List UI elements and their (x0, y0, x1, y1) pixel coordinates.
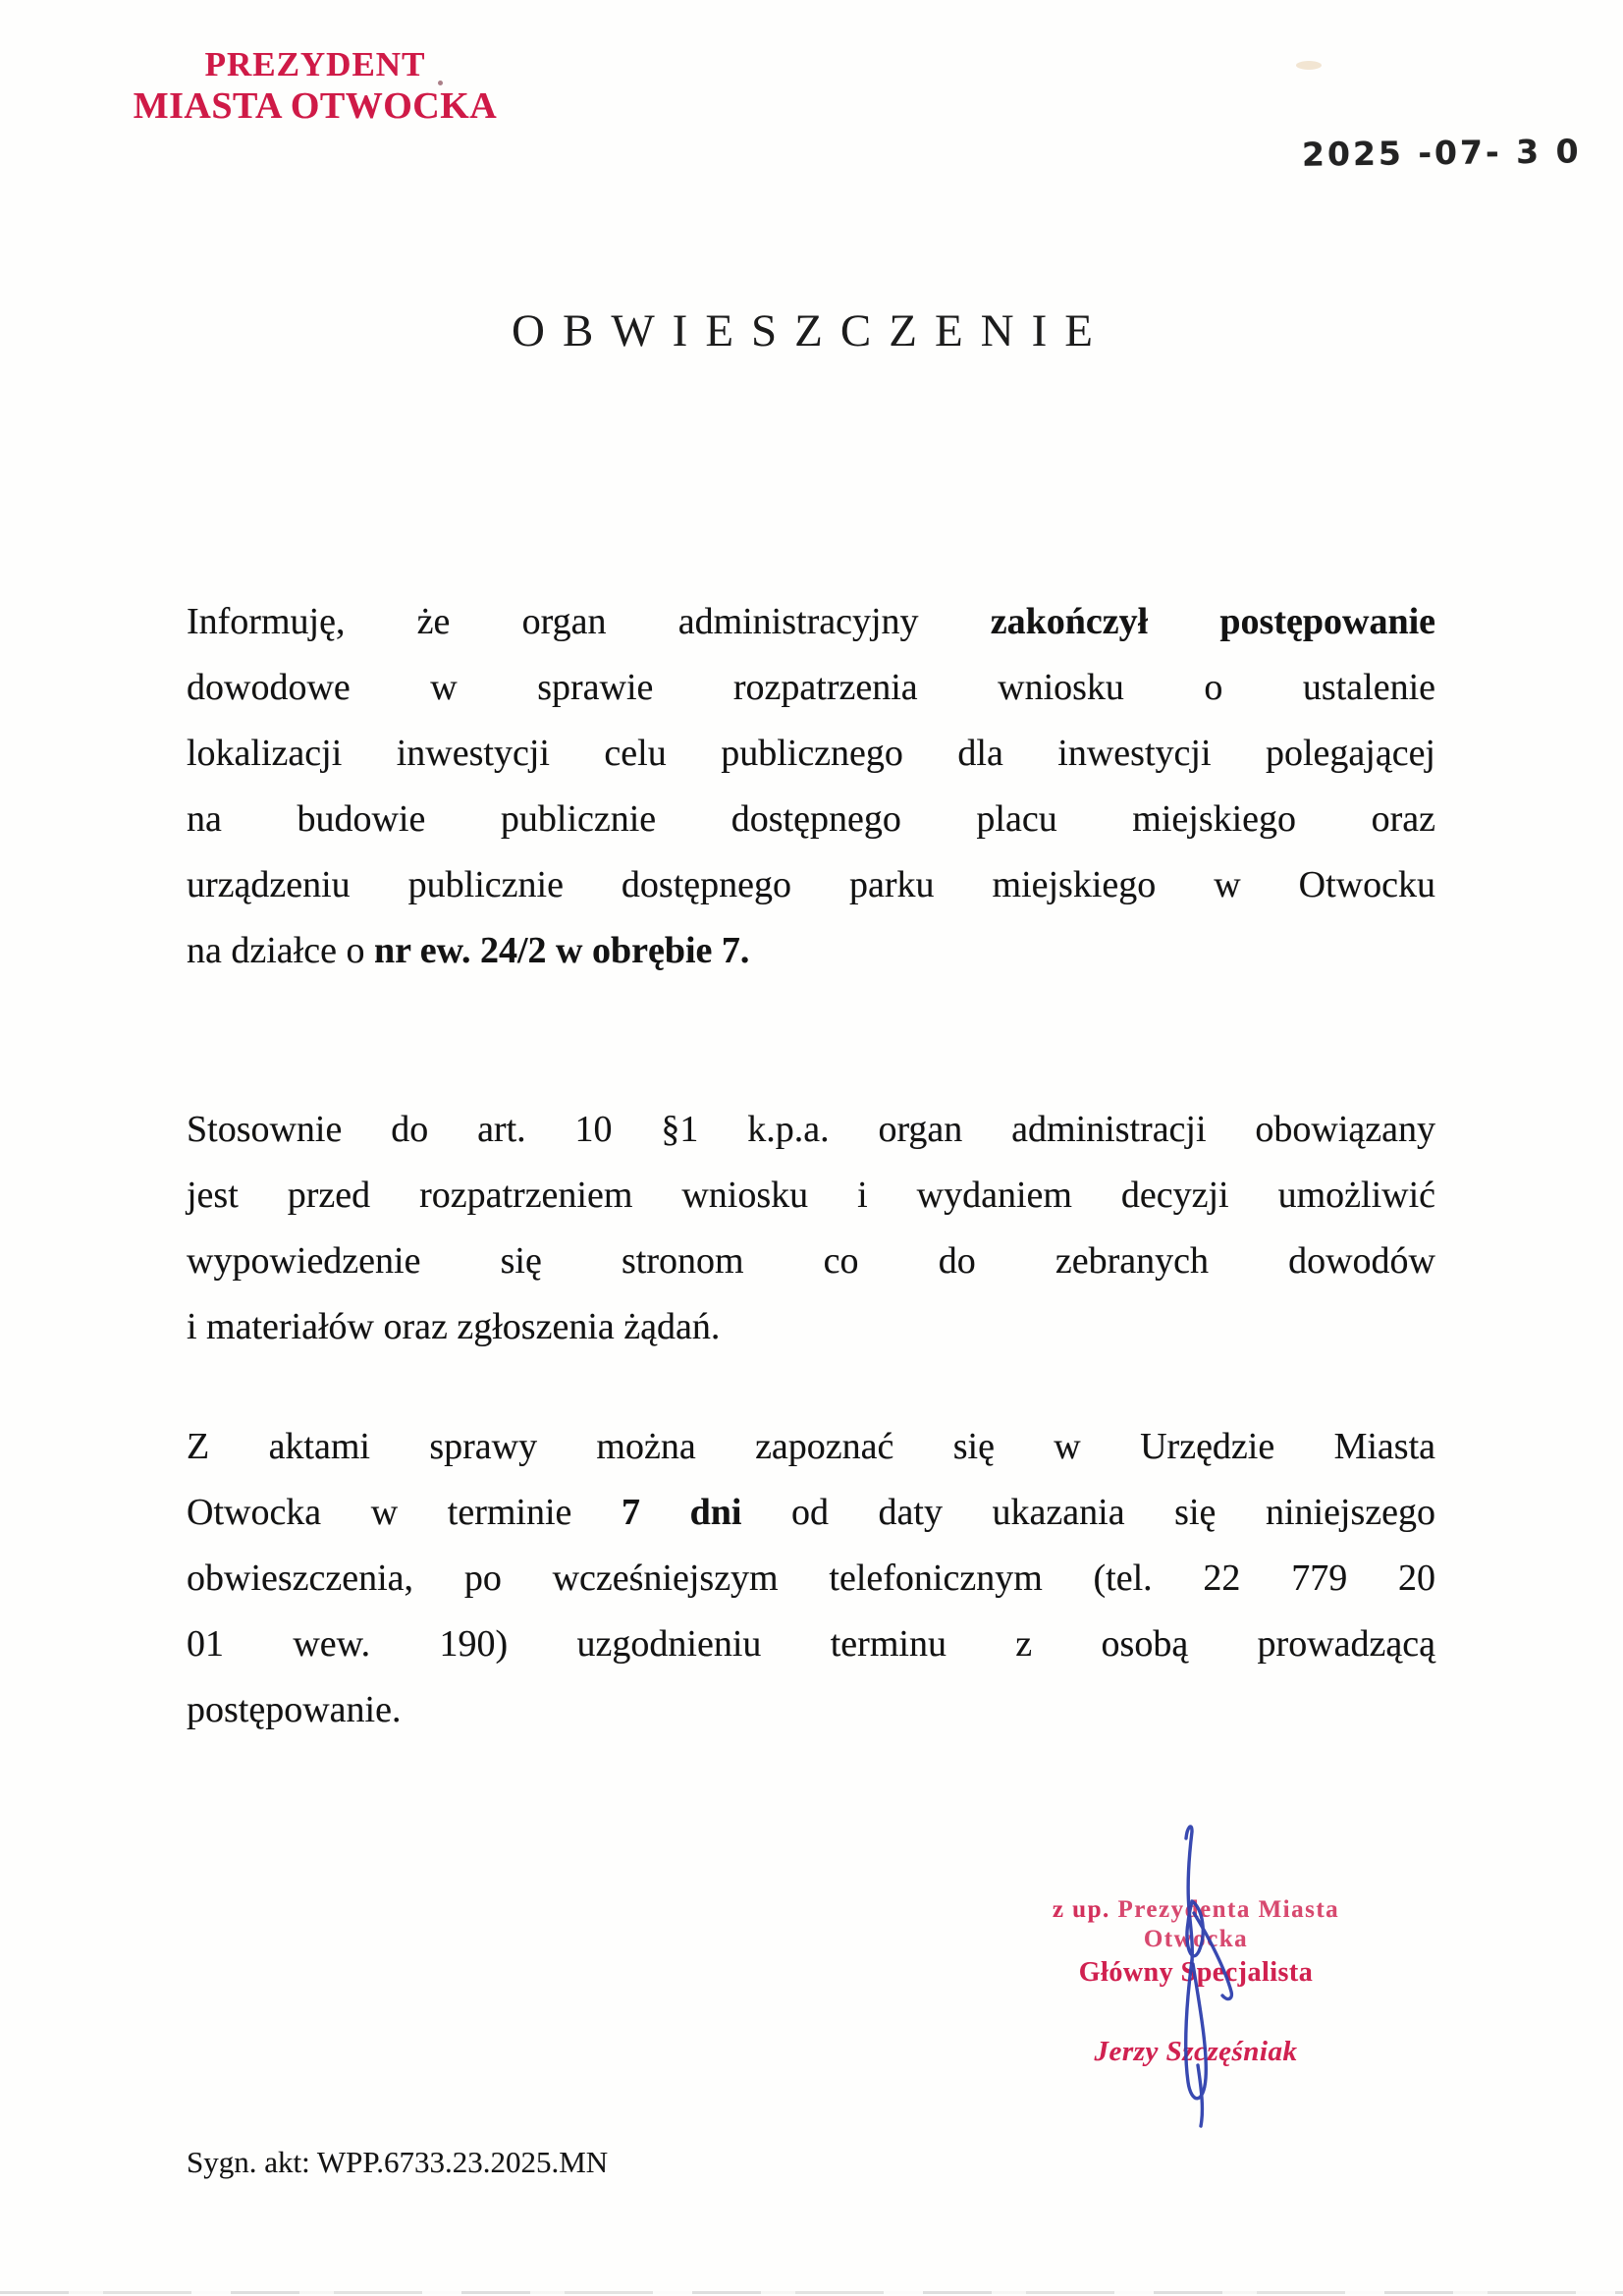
text-line: na budowie publicznie dostępnego placu miejskiego oraz (187, 798, 1435, 840)
scan-smudge (1296, 61, 1322, 70)
text-line: dowodowe w sprawie rozpatrzenia wniosku o ustalenie (187, 667, 1435, 708)
text-line: Informuję, że organ administracyjny zakończył postępowanie (187, 601, 1435, 642)
text-line: wypowiedzenie się stronom co do zebranych dowodów (187, 1240, 1435, 1282)
bottom-scan-artifact (0, 2291, 1623, 2294)
stamp-position-title: Główny Specjalista (1078, 1957, 1314, 1988)
text-line: Z aktami sprawy można zapoznać się w Urzędzie Miasta (187, 1426, 1435, 1467)
text-line: 01 wew. 190) uzgodnieniu terminu z osobą prowadzącą (187, 1623, 1435, 1665)
stamp-authorization-prefix: z up. (1052, 1896, 1110, 1923)
letterhead (93, 45, 537, 128)
stamp-authorization-rest: Prezydenta Miasta Otwocka (1109, 1896, 1340, 1952)
document-title: OBWIESZCZENIE (512, 305, 1110, 356)
text-line: Stosownie do art. 10 §1 k.p.a. organ administracji obowiązany (187, 1109, 1435, 1150)
text-line: i materiałów oraz zgłoszenia żądań. (187, 1306, 721, 1347)
stamp-signer-name: Jerzy Szczęśniak (1094, 2036, 1298, 2068)
date-stamp: 2025 -07- 3 0 (1301, 132, 1582, 174)
handwritten-signature-ink (1137, 1815, 1255, 2129)
text-line: postępowanie. (187, 1689, 402, 1730)
paragraph-2 (187, 1097, 1435, 1360)
text-line: lokalizacji inwestycji celu publicznego dla inwestycji polegającej (187, 733, 1435, 774)
letterhead-line2: MIASTA OTWOCKA (133, 85, 498, 128)
text-line: jest przed rozpatrzeniem wniosku i wydaniem decyzji umożliwić (187, 1175, 1435, 1216)
text-line: Otwocka w terminie 7 dni od daty ukazania się niniejszego (187, 1492, 1436, 1533)
document-body (187, 589, 1435, 1743)
case-reference: Sygn. akt: WPP.6733.23.2025.MN (187, 2145, 609, 2179)
letterhead-line1: PREZYDENT (204, 45, 426, 83)
paragraph-3 (187, 1414, 1435, 1743)
text-line: obwieszczenia, po wcześniejszym telefonicznym (tel. 22 779 20 (187, 1558, 1435, 1599)
ink-speck (438, 81, 443, 85)
text-line: na działce o nr ew. 24/2 w obrębie 7. (187, 930, 750, 971)
paragraph-1 (187, 589, 1435, 984)
text-line: urządzeniu publicznie dostępnego parku miejskiego w Otwocku (187, 864, 1435, 905)
